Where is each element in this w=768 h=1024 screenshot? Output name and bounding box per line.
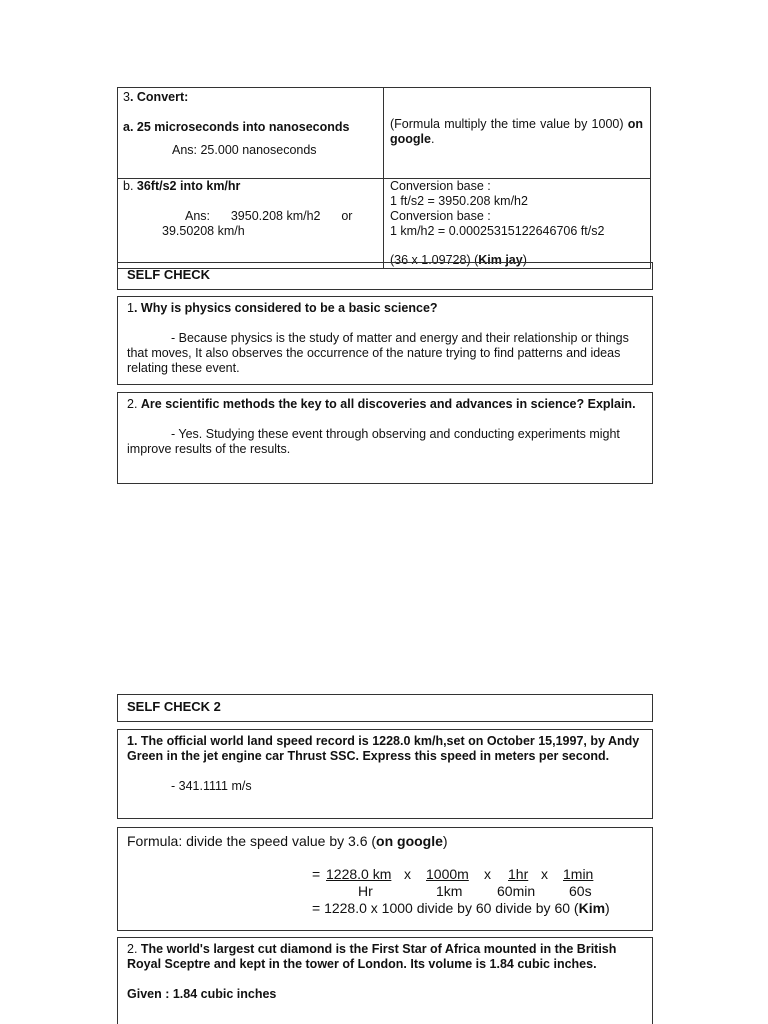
- section-title: SELF CHECK: [127, 267, 211, 282]
- equals-sign: =: [312, 866, 321, 882]
- denominator-4: 60s: [569, 883, 592, 899]
- self-check-2-heading: [117, 694, 653, 722]
- convert-a-cell: [123, 90, 378, 158]
- numerator-4: 1min: [563, 866, 594, 882]
- denominator-2: 1km: [436, 883, 463, 899]
- self-check-q1-box: [117, 296, 653, 385]
- question-number: 2.: [127, 942, 141, 956]
- question-text: 1. The official world land speed record is 1228.0 km/h,set on October 15,1997, by Andy Green in the jet engine car Thrust SSC. Express this speed in meters per second.: [127, 734, 640, 763]
- multiply-sign: x: [484, 866, 491, 882]
- conversion-base-value: 1 ft/s2 = 3950.208 km/h2: [390, 194, 528, 208]
- answer-text: - Because physics is the study of matter and energy and their relationship or things that moves, It also observes the occurrence of the nature trying to find patterns and ideas relating these event.: [127, 331, 629, 375]
- equation-text: = 1228.0 x 1000 divide by 60 divide by 60 (: [312, 900, 579, 916]
- formula-end: .: [430, 132, 435, 146]
- multiply-sign: x: [541, 866, 548, 882]
- equation-end: ): [605, 900, 610, 916]
- formula-box: [117, 827, 653, 931]
- self-check-q2-box: [117, 392, 653, 484]
- section-title: SELF CHECK 2: [127, 699, 221, 714]
- given-text: Given : 1.84 cubic inches: [127, 987, 277, 1001]
- calc-text: (36 x 1.09728) (: [390, 253, 479, 267]
- formula-source: on google: [390, 117, 643, 146]
- self-check-2-q2-box: [117, 937, 653, 1024]
- question-text: Are scientific methods the key to all discoveries and advances in science? Explain.: [140, 397, 636, 411]
- numerator-3: 1hr: [508, 866, 529, 882]
- self-check-2-q1-box: [117, 729, 653, 819]
- question-text: . Why is physics considered to be a basic science?: [133, 301, 438, 315]
- equation-author: Kim: [578, 900, 606, 916]
- convert-b-base-cell: [390, 179, 648, 268]
- numerator-1: 1228.0 km: [326, 866, 392, 882]
- answer-text: - 341.1111 m/s: [171, 779, 252, 793]
- conversion-base-value: 1 km/h2 = 0.00025315122646706 ft/s2: [390, 224, 605, 238]
- conversion-base-label: Conversion base :: [390, 179, 491, 193]
- convert-b-cell: [123, 179, 381, 239]
- formula-line: [127, 833, 448, 849]
- convert-a-answer: Ans: 25.000 nanoseconds: [172, 143, 317, 157]
- formula-end: ): [442, 833, 448, 849]
- conversion-base-label: Conversion base :: [390, 209, 491, 223]
- numerator-2: 1000m: [426, 866, 469, 882]
- convert-title: . Convert:: [129, 90, 189, 104]
- question-number: 3: [123, 90, 130, 104]
- convert-b-label: 36ft/s2 into km/hr: [136, 179, 241, 193]
- convert-a-formula-cell: [390, 117, 643, 147]
- denominator-1: Hr: [358, 883, 373, 899]
- convert-a-label: a. 25 microseconds into nanoseconds: [123, 120, 350, 134]
- formula-source: on google: [376, 833, 443, 849]
- question-text: The world's largest cut diamond is the First Star of Africa mounted in the British Royal Sceptre and kept in the tower of London. Its volume is 1.84 cubic inches.: [127, 942, 617, 971]
- answer-text: - Yes. Studying these event through observing and conducting experiments might improve results of the results.: [127, 427, 620, 456]
- convert-table: [117, 87, 651, 269]
- multiply-sign: x: [404, 866, 411, 882]
- calc-end: ): [522, 253, 527, 267]
- convert-b-answer: Ans: 3950.208 km/h2 or: [185, 209, 353, 223]
- question-number: 2.: [127, 397, 141, 411]
- formula-text: Formula: divide the speed value by 3.6 (: [127, 833, 377, 849]
- calc-author: Kim jay: [478, 253, 523, 267]
- denominator-3: 60min: [497, 883, 536, 899]
- convert-b-prefix: b.: [123, 179, 137, 193]
- formula-text: (Formula multiply the time value by 1000): [390, 117, 628, 131]
- convert-b-answer-alt: 39.50208 km/h: [162, 224, 245, 238]
- equation-result: [312, 900, 610, 916]
- self-check-heading: [117, 262, 653, 290]
- question-number: 1: [127, 301, 134, 315]
